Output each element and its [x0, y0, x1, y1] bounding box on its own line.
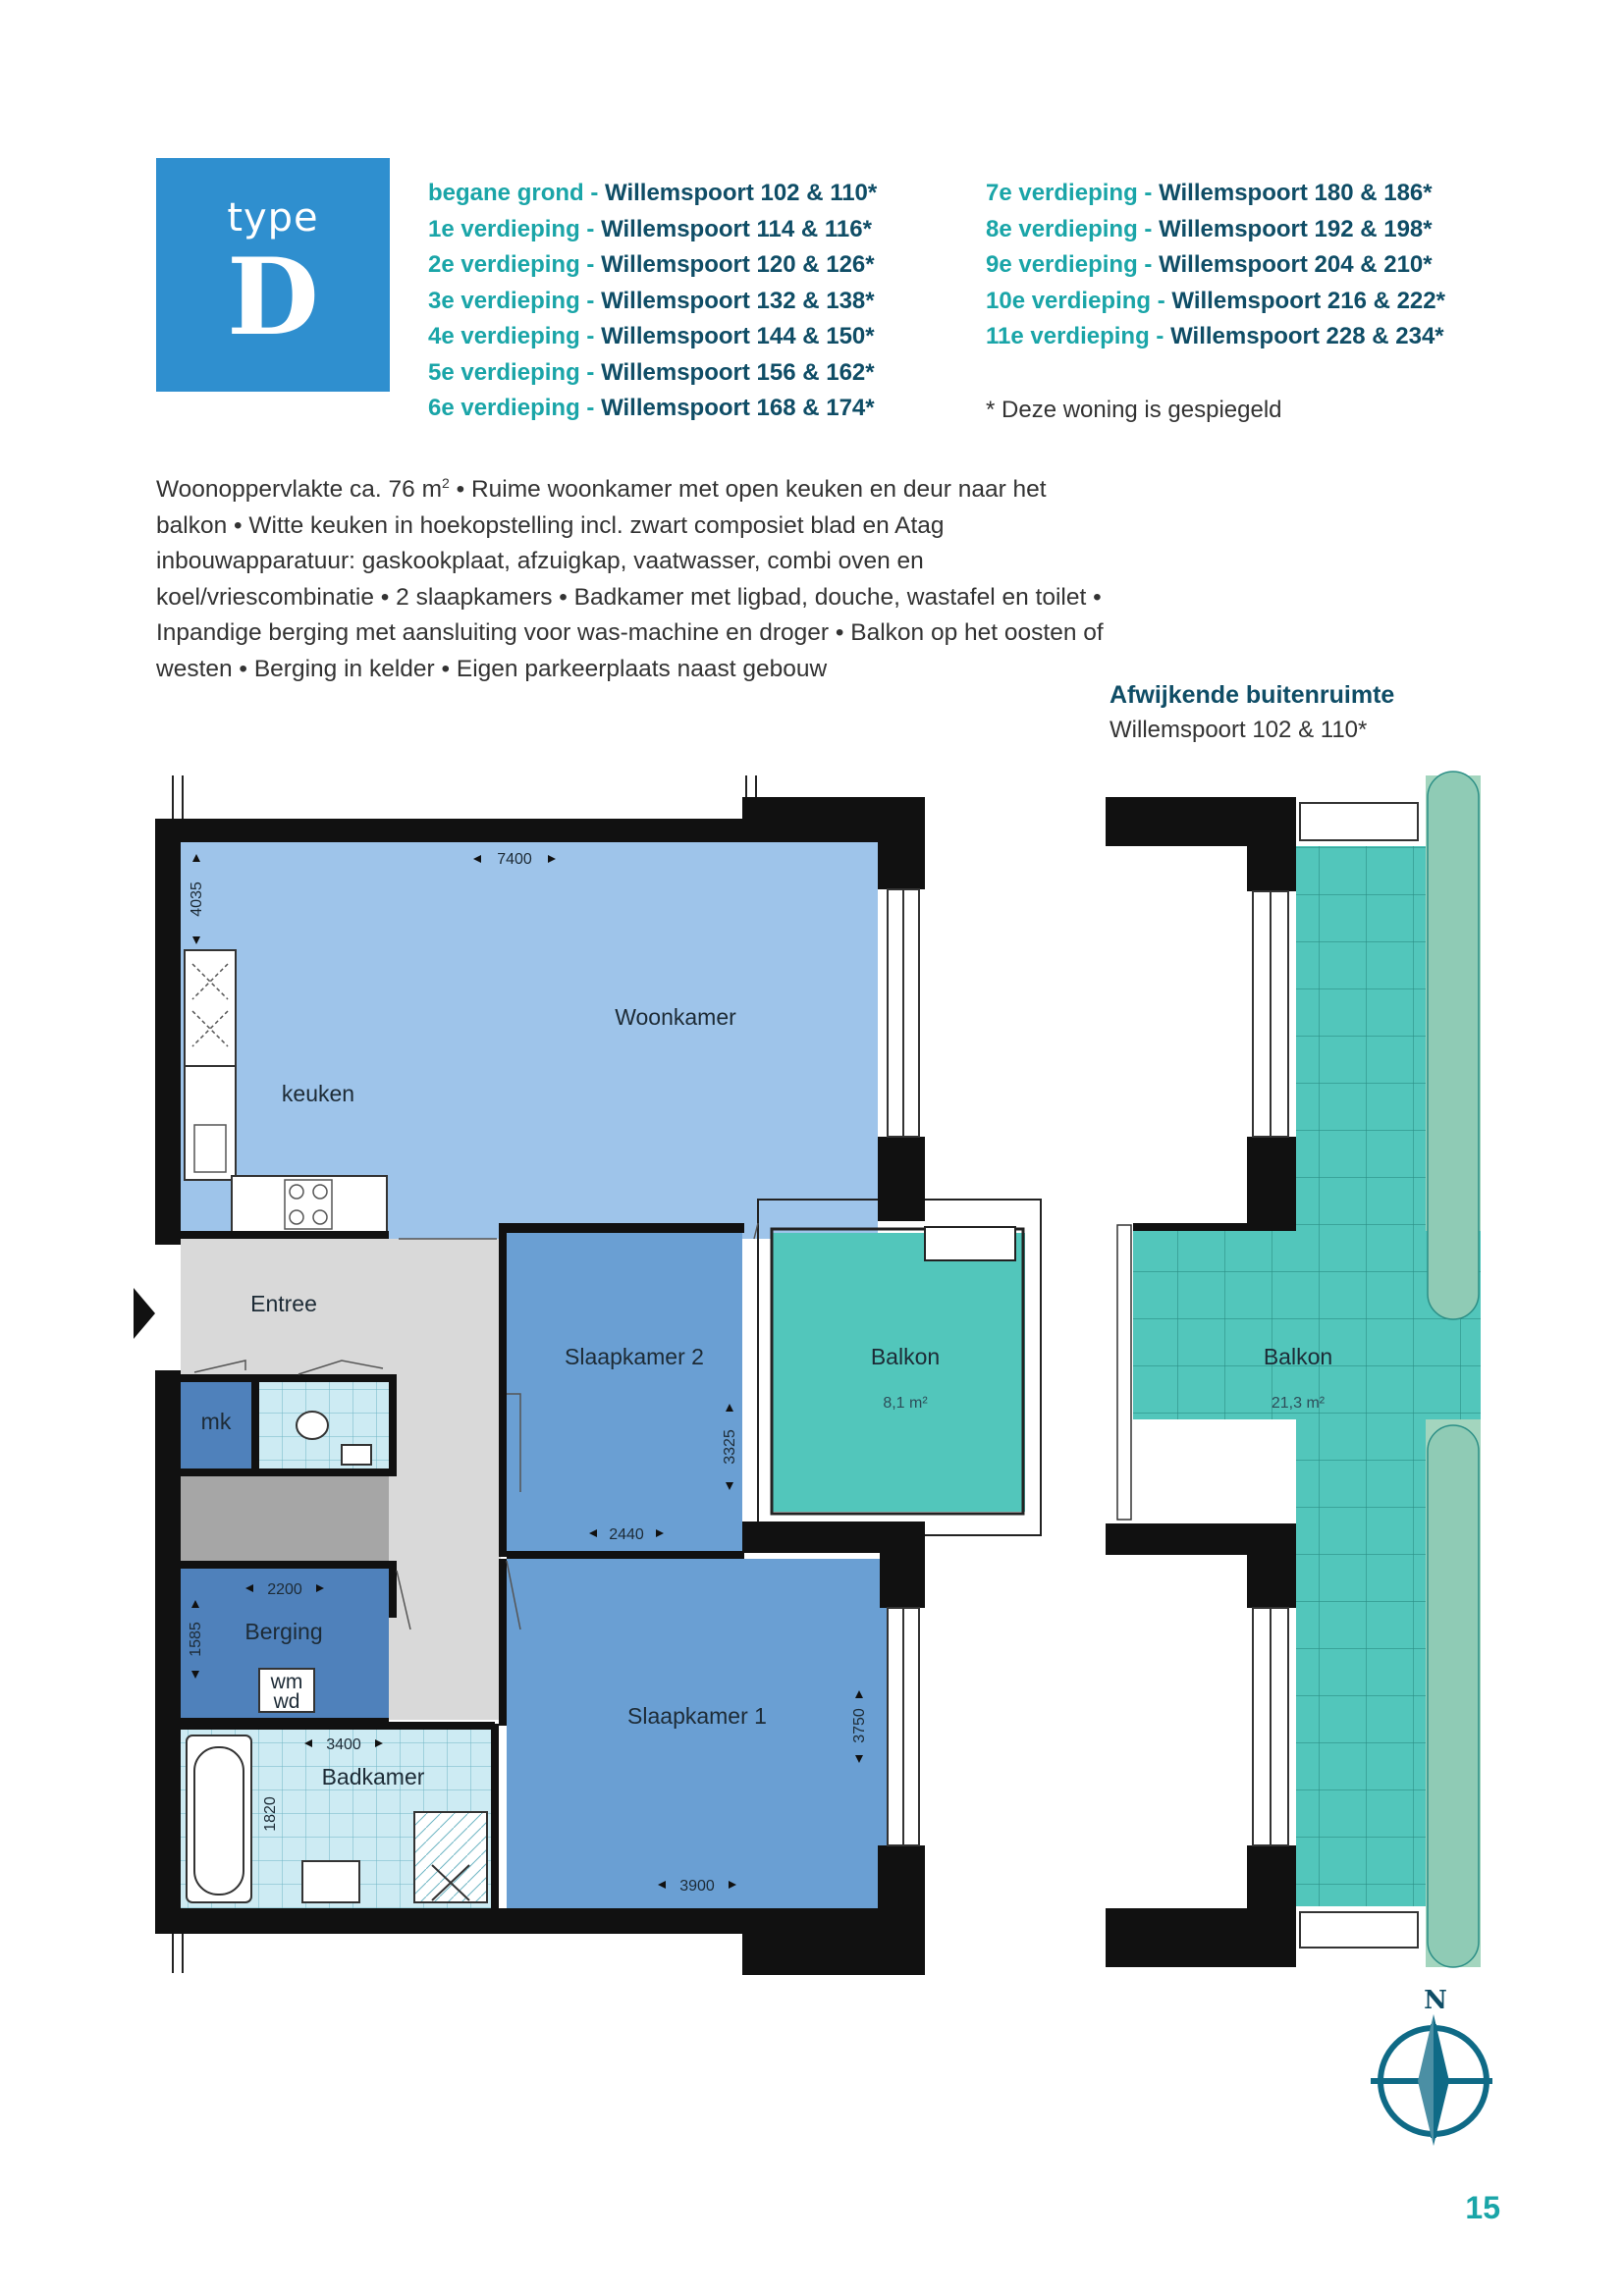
- dim-slaap2-h: 3325: [722, 1429, 738, 1465]
- floor-line: 5e verdieping - Willemspoort 156 & 162*: [428, 358, 875, 386]
- area-text: Woonoppervlakte ca. 76 m: [156, 476, 442, 504]
- alt-balkon-area-label: 21,3 m²: [1271, 1395, 1326, 1412]
- dim-woon-w: 7400: [497, 851, 532, 868]
- balkon-area-label: 8,1 m²: [883, 1395, 928, 1412]
- hall-lower: [389, 1239, 501, 1720]
- area-superscript: 2: [442, 475, 450, 491]
- floor-line: 2e verdieping - Willemspoort 120 & 126*: [428, 251, 875, 278]
- floor-line: 10e verdieping - Willemspoort 216 & 222*: [986, 287, 1445, 314]
- slaapkamer1-area: [507, 1559, 888, 1908]
- floor-line: 9e verdieping - Willemspoort 204 & 210*: [986, 251, 1433, 278]
- slaapkamer2-area: [507, 1233, 742, 1551]
- type-word: type: [227, 195, 319, 240]
- floor-line: 3e verdieping - Willemspoort 132 & 138*: [428, 287, 875, 314]
- wm-label: wm: [270, 1671, 303, 1693]
- alt-balkon-label: Balkon: [1263, 1344, 1333, 1369]
- storage-grey: [181, 1476, 389, 1561]
- dim-slaap1-h: 3750: [851, 1708, 868, 1743]
- woonkamer-label: Woonkamer: [615, 1004, 736, 1030]
- alt-outdoor-subtitle: Willemspoort 102 & 110*: [1110, 717, 1368, 743]
- dim-woon-h: 4035: [189, 881, 205, 917]
- dim-bad-w: 3400: [326, 1736, 361, 1753]
- dim-berging-w: 2200: [267, 1581, 302, 1598]
- badkamer-label: Badkamer: [321, 1764, 425, 1789]
- mk-label: mk: [200, 1409, 232, 1434]
- slaapkamer1-label: Slaapkamer 1: [627, 1703, 767, 1729]
- compass-icon: [1371, 2014, 1492, 2146]
- floor-line: 6e verdieping - Willemspoort 168 & 174*: [428, 395, 875, 421]
- mirror-note: * Deze woning is gespiegeld: [986, 397, 1282, 423]
- page-number: 15: [1465, 2190, 1500, 2225]
- balkon-label: Balkon: [870, 1344, 941, 1369]
- berging-label: Berging: [244, 1619, 323, 1644]
- compass-north-label: N: [1424, 1986, 1447, 2015]
- floor-line: 1e verdieping - Willemspoort 114 & 116*: [428, 215, 872, 242]
- floor-line: begane grond - Willemspoort 102 & 110*: [428, 180, 878, 206]
- entrance-arrow: [134, 1288, 155, 1339]
- dim-berging-h: 1585: [188, 1622, 204, 1657]
- balkon-planter: [925, 1227, 1015, 1260]
- floor-line: 7e verdieping - Willemspoort 180 & 186*: [986, 180, 1433, 206]
- keuken-label: keuken: [281, 1081, 355, 1106]
- alt-outdoor-title: Afwijkende buitenruimte: [1110, 681, 1395, 709]
- entree-label: Entree: [250, 1291, 317, 1316]
- alt-plan: [1106, 772, 1481, 1967]
- balkon-area: [772, 1233, 1025, 1512]
- dim-bad-h: 1820: [262, 1796, 279, 1832]
- slaapkamer2-label: Slaapkamer 2: [565, 1344, 704, 1369]
- floor-line: 8e verdieping - Willemspoort 192 & 198*: [986, 215, 1433, 242]
- dim-slaap1-w: 3900: [679, 1878, 715, 1895]
- floor-line: 11e verdieping - Willemspoort 228 & 234*: [986, 323, 1444, 349]
- floor-line: 4e verdieping - Willemspoort 144 & 150*: [428, 323, 875, 349]
- type-letter: D: [227, 236, 319, 359]
- dim-slaap2-w: 2440: [609, 1526, 644, 1543]
- wd-label: wd: [273, 1690, 300, 1713]
- description-text: • Ruime woonkamer met open keuken en deur naar het balkon • Witte keuken in hoekopstelling incl. zwart composiet blad en Atag inbouwapparatuur: gaskookplaat, afzuigkap, vaatwasser, combi oven en koel/vriescombinatie • 2 slaapkamers • Badkamer met ligbad, douche, wastafel en toilet • Inpandige berging met aansluiting voor was-machine en droger • Balkon op het oosten of westen • Berging in kelder • Eigen parkeerplaats naast gebouw: [156, 476, 1104, 682]
